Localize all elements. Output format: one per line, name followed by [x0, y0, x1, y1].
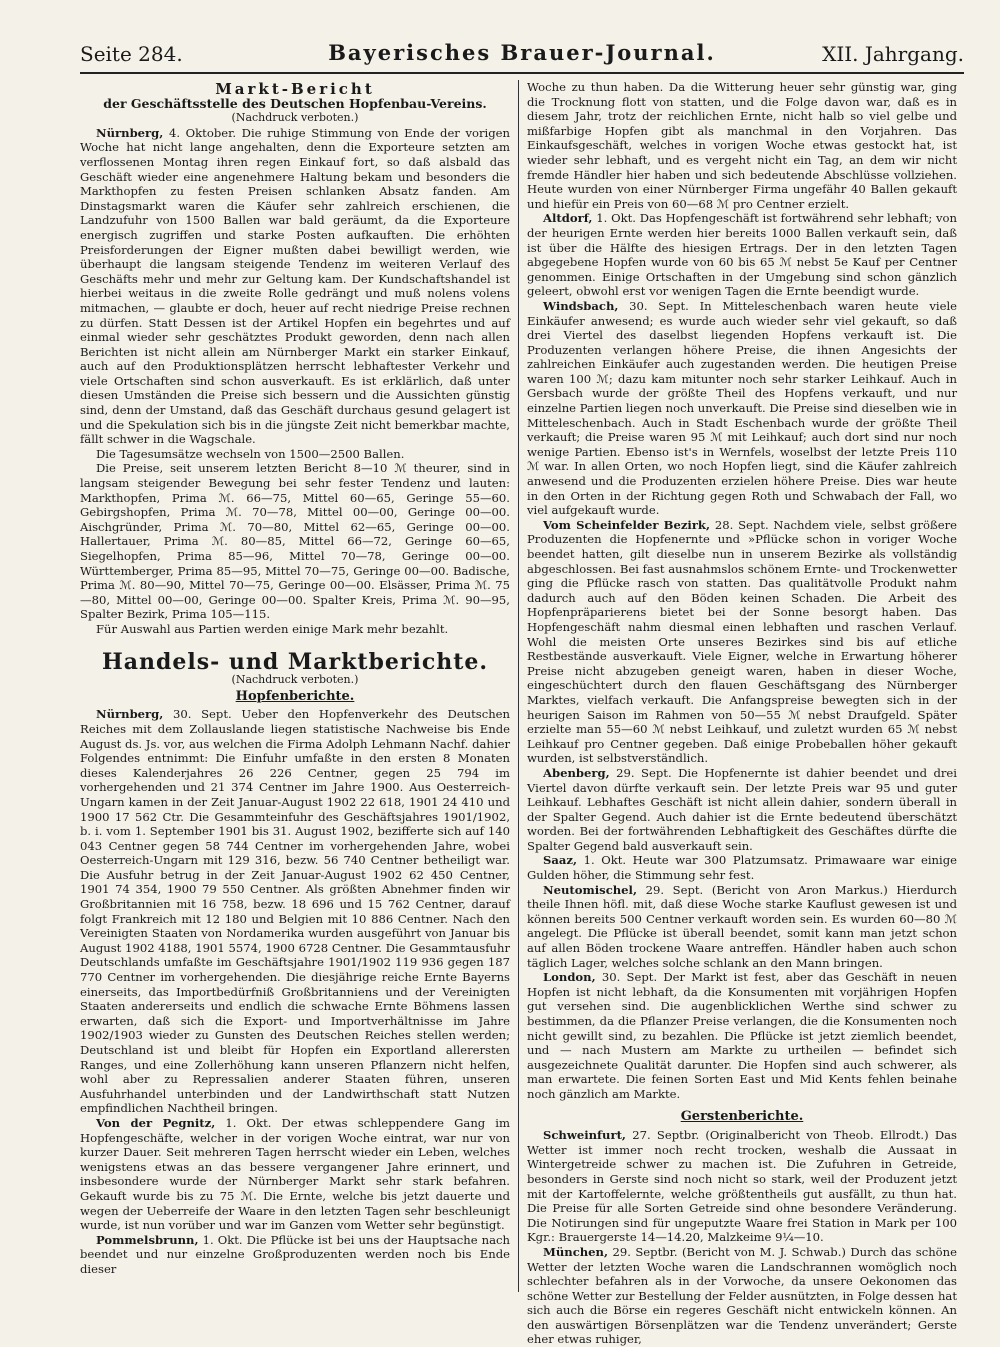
article-paragraph: [527, 970, 957, 1101]
market-report-note: (Nachdruck verboten.): [231, 111, 359, 125]
article-paragraph: [80, 1116, 510, 1233]
article-paragraph: [527, 1128, 957, 1245]
paragraph-text: 29. Sept. Die Hopfenernte ist dahier beendet und drei Viertel davon dürfte verkauft sein. Der letzte Preis war 95 und guter Leihkauf. Lebhaftes Geschäft ist nicht allein dahier, sondern überall in der Spalter Gegend. Auch dahier ist die Ernte bedeutend überschätzt worden. Bei der fortwährenden Lebhaftigkeit des Geschäftes dürfte die Spalter Gegend bald ausverkauft sein.: [527, 765, 958, 853]
paragraph-text: 1. Okt. Heute war 300 Platzumsatz. Primawaare war einige Gulden höher, die Stimmung sehr fest.: [527, 853, 957, 883]
place-name: Nürnberg,: [96, 707, 164, 722]
paragraph-text: 29. Sept. (Bericht von Aron Markus.) Hierdurch theile Ihnen höfl. mit, daß diese Woche starke Kauflust gewesen ist und können bereits 500 Centner verkauft worden sein. Es wurden 60—80 ℳ angelegt. Die Pflücke ist überall beendet, somit kann man jetzt schon auf allen Böden trockene Waare antreffen. Händler haben auch schon täglich Lager, welches solche schlank an den Mann bringen.: [527, 882, 958, 970]
paragraph-text: 30. Sept. In Mitteleschenbach waren heute viele Einkäufer anwesend; es wurde auch wieder sehr viel gekauft, so daß drei Viertel des daselbst liegenden Hopfens verkauft ist. Die Produzenten verlangen höhere Preise, die ihnen Angesichts der zahlreichen Einkäufer auch zugestanden werden. Die heutigen Preise waren 100 ℳ; dazu kam mitunter noch sehr starker Leihkauf. Auch in Gersbach wurde der größte Theil des Hopfens verkauft, und nur einzelne Partien liegen noch unverkauft. Die Preise sind dieselben wie in Mitteleschenbach. Auch in Stadt Eschenbach wurde der größte Theil verkauft; die Preise waren 95 ℳ mit Leihkauf; auch dort sind nur noch wenige Partien. Ebenso ist's in Wernfels, woselbst der letzte Preis 110 ℳ war. In allen Orten, wo noch Hopfen liegt, sind die Käufer zahlreich anwesend und die Produzenten erzielen höhere Preise. Dies war heute in den Orten in der Richtung gegen Roth und Schwabach der Fall, wo viel aufgekauft wurde.: [527, 298, 958, 518]
place-name: Abenberg,: [543, 765, 610, 780]
article-paragraph: [527, 883, 957, 971]
hops-reports-title: Hopfenberichte.: [235, 688, 355, 704]
volume-label: XII. Jahrgang.: [822, 42, 964, 66]
paragraph-text: 4. Oktober. Die ruhige Stimmung von Ende der vorigen Woche hat nicht lange angehalten, denn die Exporteure setzten am verflossenen Montag ihren regen Einkauf fort, so daß alsbald das Geschäft wieder eine angenehmere Haltung bekam und besonders die Markthopfen zu festen Preisen schlanken Absatz fanden. Am Dinstagsmarkt waren die Käufer sehr zahlreich erschienen, die Landzufuhr von 1500 Ballen war bald geräumt, da die Exporteure energisch zugriffen und starke Posten aufkauften. Die erhöhten Preisforderungen der Eigner mußten dabei bewilligt werden, wie überhaupt die langsam steigende Tendenz im weiteren Verlauf des Geschäfts mehr und mehr zur Geltung kam. Der Kundschaftshandel ist hierbei weitaus in die zweite Rolle gedrängt und muß nolens volens mitmachen, — glaubte er doch, heuer auf recht niedrige Preise rechnen zu dürfen. Statt Dessen ist der Artikel Hopfen ein begehrtes und auf einmal wieder sehr geschätztes Produkt geworden, denn nach allen Berichten ist nicht allein am Nürnberger Markt ein starker Einkauf, auch auf den Produktionsplätzen herrscht lebhaftester Verkehr und viele Ortschaften sind schon ausverkauft. Es ist erklärlich, daß unter diesen Umständen die Preise sich bessern und die Aussichten günstig sind, denn der Umstand, daß das Geschäft durchaus gesund gelagert ist und die Spekulation sich bis in die jüngste Zeit nicht bemerkbar machte, fällt schwer in die Wagschale.: [80, 125, 511, 447]
place-name: Nürnberg,: [96, 125, 164, 140]
article-paragraph: Die Preise, seit unserem letzten Bericht 8—10 ℳ theurer, sind in langsam steigender Bewegung bei sehr fester Tendenz und lauten: Markthopfen, Prima ℳ. 66—75, Mittel 60—65, Geringe 55—60. Gebirgshopfen, Prima ℳ. 70—78, Mittel 00—00, Geringe 00—00. Aischgründer, Prima ℳ. 70—80, Mittel 62—65, Geringe 00—00. Hallertauer, Prima ℳ. 80—85, Mittel 66—72, Geringe 60—65, Siegelhopfen, Prima 85—96, Mittel 70—78, Geringe 00—00. Württemberger, Prima 85—95, Mittel 70—75, Geringe 00—00. Badische, Prima ℳ. 80—90, Mittel 70—75, Geringe 00—00. Elsässer, Prima ℳ. 75—80, Mittel 00—00, Geringe 00—00. Spalter Kreis, Prima ℳ. 90—95, Spalter Bezirk, Prima 105—115.: [80, 461, 510, 622]
market-report-subtitle: der Geschäftsstelle des Deutschen Hopfenbau-Vereins.: [103, 95, 487, 111]
right-column: [527, 80, 958, 1347]
article-paragraph: [527, 766, 957, 854]
paragraph-text: 30. Sept. Der Markt ist fest, aber das Geschäft in neuen Hopfen ist nicht lebhaft, da die Konsumenten mit vorjährigen Hopfen gut versehen sind. Die augenblicklichen Werthe sind schwer zu bestimmen, da die Pflanzer Preise verlangen, die die Konsumenten noch nicht gewillt sind, zu bezahlen. Die Pflücke ist jetzt ziemlich beendet, und — nach Mustern am Markte zu urtheilen — befindet sich ausgezeichnete Qualität darunter. Die Hopfen sind auch schwerer, als man erwartete. Die feinen Sorten East und Mid Kents fehlen beinahe noch gänzlich am Markte.: [527, 970, 958, 1101]
place-name: Neutomischel,: [543, 882, 637, 897]
column-divider: [518, 80, 519, 1292]
place-name: München,: [543, 1244, 609, 1259]
header-divider: [80, 72, 964, 74]
article-paragraph: Woche zu thun haben. Da die Witterung heuer sehr günstig war, ging die Trocknung flott von statten, und die Folge davon war, daß es in diesem Jahr, trotz der reichlichen Ernte, nicht halb so viel gelbe und mißfarbige Hopfen gibt als manchmal in den Vorjahren. Das Einkaufsgeschäft, welches in vorigen Woche etwas gestockt hat, ist wieder sehr lebhaft, und es vergeht nicht ein Tag, an dem wir nicht fremde Händler hier haben und sich bedeutende Abschlüsse vollziehen. Heute wurden von einer Nürnberger Firma ungefähr 40 Ballen gekauft und hiefür ein Preis von 60—68 ℳ pro Centner erzielt.: [527, 80, 957, 211]
page-header: [80, 40, 964, 72]
article-paragraph: [80, 1233, 510, 1277]
place-name: Vom Scheinfelder Bezirk,: [543, 517, 711, 532]
place-name: Windsbach,: [543, 298, 619, 313]
journal-title: Bayerisches Brauer-Journal.: [328, 40, 716, 65]
place-name: London,: [543, 970, 596, 985]
trade-reports-note: (Nachdruck verboten.): [231, 673, 359, 687]
place-name: Altdorf,: [543, 211, 593, 226]
place-name: Saaz,: [543, 853, 578, 868]
paragraph-text: 28. Sept. Nachdem viele, selbst größere Produzenten die Hopfenernte und »Pflücke schon in voriger Woche beendet hatten, gilt dieselbe nun in unserem Bezirke als vollständig abgeschlossen. Bei fast ausnahmslos schönem Ernte- und Trockenwetter ging die Pflücke rasch von statten. Das qualitätvolle Produkt nahm dadurch auch auf den Böden keinen Schaden. Die Arbeit des Hopfenpräparierens bietet bei der Sonne besorgt haben. Das Hopfengeschäft nahm diesmal einen lebhaften und raschen Verlauf. Wohl die meisten Orte unseres Bezirkes sind bis auf etliche Restbestände ausverkauft. Viele Eigner, welche in Erwartung höherer Preise nicht abzugeben geneigt waren, haben in dieser Woche, eingeschüchtert durch den flauen Geschäftsgang des Nürnberger Marktes, vielfach verkauft. Die Anfangspreise bewegten sich in der heurigen Saison im Rahmen von 50—55 ℳ nebst Draufgeld. Später erzielte man 55—60 ℳ nebst Leihkauf, und zuletzt wurden 65 ℳ nebst Leihkauf pro Centner gegeben. Daß einige Probeballen höher gekauft wurden, ist selbstverständlich.: [527, 517, 958, 766]
article-paragraph: [80, 126, 510, 447]
article-paragraph: [527, 853, 957, 882]
article-paragraph: [527, 1245, 957, 1347]
barley-reports-title: Gerstenberichte.: [680, 1108, 804, 1124]
paragraph-text: 30. Sept. Ueber den Hopfenverkehr des Deutschen Reiches mit dem Zollauslande liegen statistische Nachweise bis Ende August ds. Js. vor, aus welchen die Firma Adolph Lehmann Nachf. dahier Folgendes entnimmt: Die Einfuhr umfaßte in den ersten 8 Monaten dieses Kalenderjahres 26 226 Centner, gegen 25 794 im vorhergehenden und 21 374 Centner im Jahre 1900. Aus Oesterreich-Ungarn kamen in der Zeit Januar-August 1902 22 618, 1901 24 410 und 1900 17 562 Ctr. Die Gesammteinfuhr des Geschäftsjahres 1901/1902, b. i. vom 1. September 1901 bis 31. August 1902, bezifferte sich auf 140 043 Centner gegen 58 744 Centner im vorhergehenden Jahre, wobei Oesterreich-Ungarn mit 129 316, bezw. 56 740 Centner betheiligt war. Die Ausfuhr betrug in der Zeit Januar-August 1902 62 450 Centner, 1901 74 354, 1900 79 550 Centner. Als größten Abnehmer finden wir Großbritannien mit 16 758, bezw. 18 696 und 15 762 Centner, darauf folgt Frankreich mit 12 180 und Belgien mit 10 886 Centner. Nach den Vereinigten Staaten von Nordamerika wurden ausgeführt von Januar bis August 1902 4188, 1901 5574, 1900 6728 Centner. Die Gesammtausfuhr Deutschlands umfaßte im Geschäftsjahre 1901/1902 119 936 gegen 187 770 Centner im vorhergehenden. Die diesjährige reiche Ernte Bayerns einerseits, das Importbedürfniß Großbritanniens und der Vereinigten Staaten andererseits und endlich die schwache Ernte Böhmens lassen erwarten, daß sich die Export- und Importverhältnisse im Jahre 1902/1903 wieder zu Gunsten des Deutschen Reiches stellen werden; Deutschland ist und bleibt für Hopfen ein Exportland allerersten Ranges, und eine Zollerhöhung kann unseren Pflanzern nicht helfen, wohl aber zu Repressalien anderer Staaten führen, unseren Ausfuhrhandel unterbinden und der Landwirthschaft statt Nutzen empfindlichen Nachtheil bringen.: [80, 707, 511, 1116]
paragraph-text: 1. Okt. Das Hopfengeschäft ist fortwährend sehr lebhaft; von der heurigen Ernte werden hier bereits 1000 Ballen verkauft sein, daß ist über die Hälfte des hiesigen Ertrags. Der in den letzten Tagen abgegebene Hopfen wurde von 60 bis 65 ℳ nebst 5e Kauf per Centner genommen. Einige Ortschaften in der Umgebung sind schon gänzlich geleert, obwohl erst vor wenigen Tagen die Ernte beendigt wurde.: [527, 211, 958, 299]
place-name: Schweinfurt,: [543, 1128, 626, 1143]
page-number: Seite 284.: [80, 42, 183, 66]
newspaper-page: [80, 40, 964, 1347]
place-name: Von der Pegnitz,: [96, 1115, 216, 1130]
article-paragraph: [80, 707, 510, 1116]
article-paragraph: [527, 518, 957, 766]
article-paragraph: [527, 211, 957, 299]
place-name: Pommelsbrunn,: [96, 1232, 199, 1247]
paragraph-text: 27. Septbr. (Originalbericht von Theob. Ellrodt.) Das Wetter ist immer noch recht trocken, weshalb die Aussaat in Wintergetreide schwer zu machen ist. Die Zufuhren in Getreide, besonders in Gerste sind noch nicht so stark, weil der Produzent jetzt mit der Kartoffelernte, welche größtentheils gut ausfällt, zu thun hat. Die Preise für alle Sorten Getreide sind ohne besondere Veränderung. Die Notirungen sind für ungeputzte Waare frei Station in Mark per 100 Kgr.: Brauergerste 14—14.20, Malzkeime 9¼—10.: [527, 1128, 958, 1245]
paragraph-text: 29. Septbr. (Bericht von M. J. Schwab.) Durch das schöne Wetter der letzten Woche waren die Landschrannen womöglich noch schlechter befahren als in der Vorwoche, da unsere Oekonomen das schöne Wetter zur Bestellung der Felder ausnützten, in Folge dessen hat sich auch die Börse ein regeres Geschäft nicht entwickeln können. An den auswärtigen Börsenplätzen war die Tendenz unverändert; Gerste eher etwas ruhiger,: [527, 1244, 957, 1347]
paragraph-text: 1. Okt. Die Pflücke ist bei uns der Hauptsache nach beendet und nur einzelne Großproduzenten werden noch bis Ende dieser: [80, 1232, 510, 1276]
article-paragraph: Für Auswahl aus Partien werden einige Mark mehr bezahlt.: [96, 621, 449, 636]
article-paragraph: [527, 299, 957, 518]
trade-reports-title: Handels- und Marktberichte.: [101, 648, 489, 675]
paragraph-text: 1. Okt. Der etwas schleppendere Gang im Hopfengeschäfte, welcher in der vorigen Woche eintrat, war nur von kurzer Dauer. Seit mehreren Tagen herrscht wieder ein Leben, welches wenigstens etwas an das bessere vergangener Jahre erinnert, und insbesondere wurde der Nürnberger Markt sehr stark befahren. Gekauft wurde bis zu 75 ℳ. Die Ernte, welche bis jetzt dauerte und wegen der Ueberreife der Waare in den letzten Tagen sehr beschleunigt wurde, ist nun vorüber und war im Ganzen vom Wetter sehr begünstigt.: [80, 1115, 511, 1233]
market-report-title: Markt-Bericht: [215, 80, 375, 98]
left-column: [80, 80, 510, 1295]
article-paragraph: Die Tagesumsätze wechseln von 1500—2500 Ballen.: [96, 446, 405, 461]
